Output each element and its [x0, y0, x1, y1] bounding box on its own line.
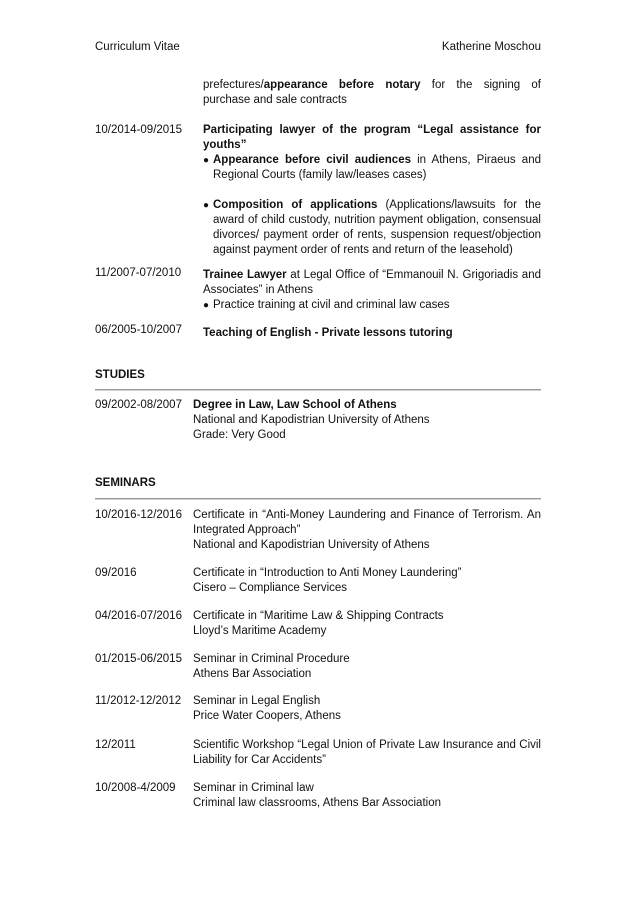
continued-bold: appearance before notary	[263, 79, 421, 91]
seminar-date: 09/2016	[95, 567, 137, 579]
seminar-title: Seminar in Criminal Procedure	[193, 653, 350, 665]
seminars-heading: SEMINARS	[95, 477, 156, 489]
seminar-date: 04/2016-07/2016	[95, 610, 182, 622]
header-author-name: Katherine Moschou	[441, 41, 541, 53]
seminar-entry	[193, 609, 541, 639]
bullet-bold: Composition of applications	[213, 199, 378, 211]
experience-bullet	[203, 298, 541, 313]
experience-title: Participating lawyer of the program “Legal assistance for youths”	[203, 124, 541, 151]
seminar-provider: National and Kapodistrian University of Athens	[193, 539, 430, 551]
seminar-title: Certificate in “Anti-Money Laundering and Finance of Terrorism. An Integrated Approach”	[193, 509, 541, 536]
bullet-text: (Applications/lawsuits for the award of child custody, nutrition payment obligation, consensual divorces/ payment order of rents, suspension request/objection against payment order of rents and return of the leasehold)	[213, 199, 541, 256]
seminar-provider: Cisero – Compliance Services	[193, 582, 348, 594]
seminar-date: 10/2008-4/2009	[95, 782, 176, 794]
experience-date: 10/2014-09/2015	[95, 124, 182, 136]
header-left-title: Curriculum Vitae	[95, 41, 180, 53]
seminar-entry	[193, 694, 541, 724]
bullet-text: Practice training at civil and criminal law cases	[213, 299, 450, 311]
seminar-entry	[193, 508, 541, 553]
seminar-provider: Athens Bar Association	[193, 668, 312, 680]
experience-bullet	[203, 153, 541, 183]
continued-post: for the signing of purchase and sale contracts	[203, 79, 541, 106]
seminar-entry	[193, 738, 541, 768]
title-bold: Trainee Lawyer	[203, 269, 287, 281]
seminar-date: 11/2012-12/2012	[95, 695, 182, 707]
section-divider	[95, 389, 541, 391]
studies-heading: STUDIES	[95, 369, 145, 381]
studies-university: National and Kapodistrian University of Athens	[193, 414, 430, 426]
seminar-entry	[193, 652, 541, 682]
seminar-title: Scientific Workshop “Legal Union of Private Law Insurance and Civil Liability for Car Accidents”	[193, 739, 541, 766]
experience-title	[203, 268, 541, 298]
seminar-date: 10/2016-12/2016	[95, 509, 182, 521]
experience-continued-text	[203, 78, 541, 108]
seminar-provider: Price Water Coopers, Athens	[193, 710, 341, 722]
seminar-entry	[193, 781, 541, 811]
seminar-date: 12/2011	[95, 739, 136, 751]
experience-date: 11/2007-07/2010	[95, 267, 182, 279]
seminar-title: Seminar in Legal English	[193, 695, 321, 707]
studies-grade: Grade: Very Good	[193, 429, 286, 441]
seminar-title: Certificate in “Introduction to Anti Money Laundering”	[193, 567, 462, 579]
seminar-title: Certificate in “Maritime Law & Shipping Contracts	[193, 610, 444, 622]
bullet-text: in Athens, Piraeus and Regional Courts (family law/leases cases)	[213, 154, 541, 181]
studies-date: 09/2002-08/2007	[95, 399, 182, 411]
experience-title: Teaching of English - Private lessons tutoring	[203, 327, 453, 339]
bullet-icon: ●	[203, 300, 210, 311]
bullet-icon: ●	[203, 200, 210, 211]
section-divider	[95, 498, 541, 500]
continued-pre: prefectures/	[203, 79, 264, 91]
title-rest: at Legal Office of “Emmanouil N. Grigoriadis and Associates” in Athens	[203, 269, 541, 296]
bullet-bold: Appearance before civil audiences	[213, 154, 411, 166]
studies-entry	[193, 398, 541, 443]
seminar-date: 01/2015-06/2015	[95, 653, 182, 665]
seminar-provider: Criminal law classrooms, Athens Bar Association	[193, 797, 441, 809]
seminar-title: Seminar in Criminal law	[193, 782, 314, 794]
seminar-provider: Lloyd’s Maritime Academy	[193, 625, 327, 637]
seminar-entry	[193, 566, 541, 596]
studies-degree: Degree in Law, Law School of Athens	[193, 399, 397, 411]
experience-bullet	[203, 198, 541, 258]
experience-date: 06/2005-10/2007	[95, 324, 182, 336]
bullet-icon: ●	[203, 155, 210, 166]
